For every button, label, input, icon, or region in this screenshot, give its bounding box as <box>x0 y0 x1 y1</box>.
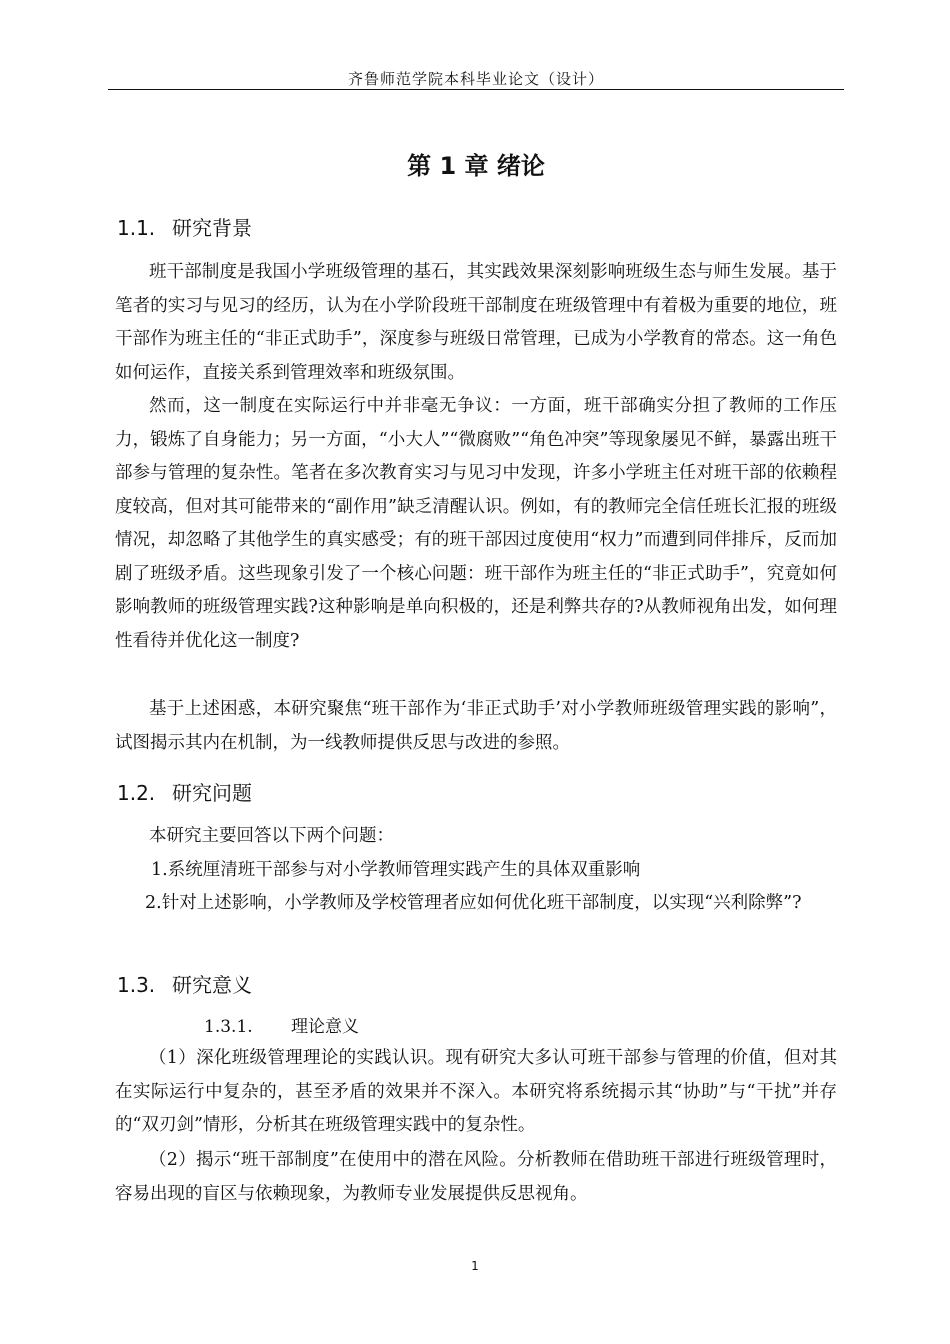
list-item: 1.系统厘清班干部参与对小学教师管理实践产生的具体双重影响 <box>151 860 641 880</box>
paragraph: 然而，这一制度在实际运行中并非毫无争议：一方面，班干部确实分担了教师的工作压力，锻炼了自身能力；另一方面，“小大人”“微腐败”“角色冲突”等现象屡见不鲜，暴露出班干部参与管理的复杂性。笔者在多次教育实习与见习中发现，许多小学班主任对班干部的依赖程度较高，但对其可能带来的“副作用”缺乏清醒认识。例如，有的教师完全信任班长汇报的班级情况，却忽略了其他学生的真实感受；有的班干部因过度使用“权力”而遭到同伴排斥，反而加剧了班级矛盾。这些现象引发了一个核心问题：班干部作为班主任的“非正式助手”，究竟如何影响教师的班级管理实践?这种影响是单向积极的，还是利弊共存的?从教师视角出发，如何理性看待并优化这一制度? <box>115 396 837 651</box>
section-title: 研究意义 <box>172 973 252 997</box>
section-heading-questions <box>117 777 252 806</box>
section-number: 1.2. <box>117 781 156 805</box>
section-heading-significance <box>117 969 252 998</box>
paragraph: 基于上述困惑，本研究聚焦“班干部作为‘非正式助手’对小学教师班级管理实践的影响”，试图揭示其内在机制，为一线教师提供反思与改进的参照。 <box>115 699 837 753</box>
subsection-title: 理论意义 <box>291 1017 359 1037</box>
page-number: 1 <box>471 1259 479 1273</box>
paragraph: 班干部制度是我国小学班级管理的基石，其实践效果深刻影响班级生态与师生发展。基于笔者的实习与见习的经历，认为在小学阶段班干部制度在班级管理中有着极为重要的地位，班干部作为班主任的“非正式助手”，深度参与班级日常管理，已成为小学教育的常态。这一角色如何运作，直接关系到管理效率和班级氛围。 <box>115 262 837 383</box>
section-title: 研究背景 <box>172 216 252 240</box>
section-heading-background <box>117 212 252 241</box>
header-rule <box>108 89 844 90</box>
subsection-heading-theory <box>204 1012 359 1037</box>
section-number: 1.3. <box>117 973 156 997</box>
paragraph: （2）揭示“班干部制度”在使用中的潜在风险。分析教师在借助班干部进行班级管理时，容易出现的盲区与依赖现象，为教师专业发展提供反思视角。 <box>115 1150 837 1204</box>
list-item: 2.针对上述影响，小学教师及学校管理者应如何优化班干部制度，以实现“兴利除弊”? <box>145 893 802 913</box>
chapter-title: 第 1 章 绪论 <box>407 152 545 180</box>
running-header: 齐鲁师范学院本科毕业论文（设计） <box>347 70 604 88</box>
section-number: 1.1. <box>117 216 156 240</box>
section-title: 研究问题 <box>172 781 252 805</box>
paragraph: （1）深化班级管理理论的实践认识。现有研究大多认可班干部参与管理的价值，但对其在实际运行中复杂的，甚至矛盾的效果并不深入。本研究将系统揭示其“协助”与“干扰”并存的“双刃剑”情形，分析其在班级管理实践中的复杂性。 <box>115 1048 837 1135</box>
subsection-number: 1.3.1. <box>204 1017 253 1037</box>
paragraph: 本研究主要回答以下两个问题： <box>149 826 394 846</box>
